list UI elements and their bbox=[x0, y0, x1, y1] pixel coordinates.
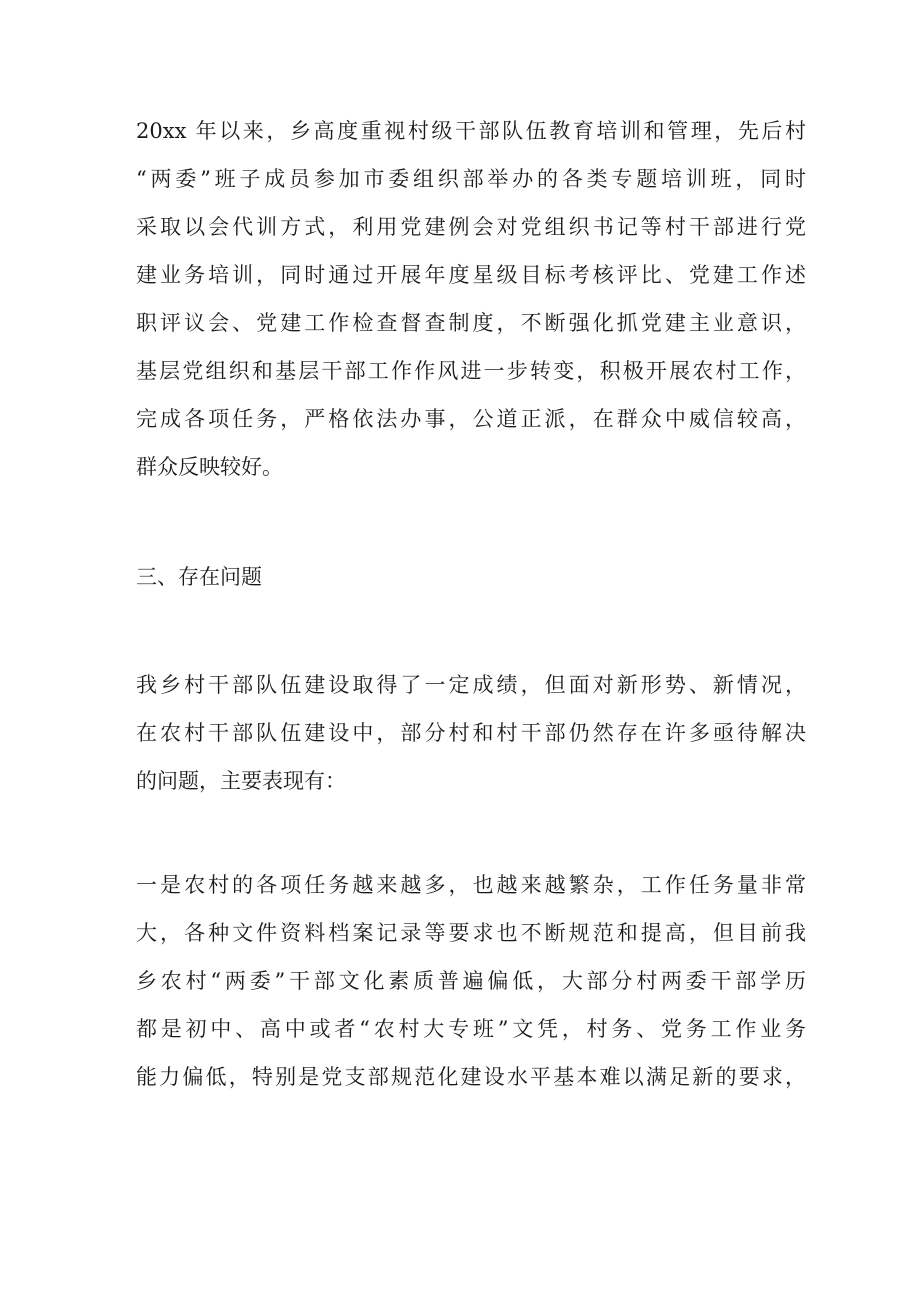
paragraph-line: 20xx 年以来，乡高度重视村级干部队伍教育培训和管理，先后村 bbox=[136, 119, 806, 143]
paragraph-line: 都是初中、高中或者“农村大专班”文凭，村务、党务工作业务 bbox=[136, 1017, 806, 1041]
paragraph-line: 乡农村“两委”干部文化素质普遍偏低，大部分村两委干部学历 bbox=[136, 969, 806, 993]
paragraph-line: 群众反映较好。 bbox=[136, 455, 283, 479]
paragraph-line: 的问题，主要表现有： bbox=[136, 769, 346, 793]
paragraph-line: 我乡村干部队伍建设取得了一定成绩，但面对新形势、新情况， bbox=[136, 673, 806, 697]
paragraph-line: 采取以会代训方式，利用党建例会对党组织书记等村干部进行党 bbox=[136, 215, 806, 239]
paragraph-line: 在农村干部队伍建设中，部分村和村干部仍然存在许多亟待解决 bbox=[136, 721, 806, 745]
paragraph-line: 大，各种文件资料档案记录等要求也不断规范和提高，但目前我 bbox=[136, 921, 806, 945]
paragraph-line: 建业务培训，同时通过开展年度星级目标考核评比、党建工作述 bbox=[136, 263, 806, 287]
paragraph-line: 职评议会、党建工作检查督查制度，不断强化抓党建主业意识， bbox=[136, 311, 806, 335]
paragraph-line: 一是农村的各项任务越来越多，也越来越繁杂，工作任务量非常 bbox=[136, 873, 806, 897]
paragraph-line: “两委”班子成员参加市委组织部举办的各类专题培训班，同时 bbox=[136, 167, 806, 191]
paragraph-line: 完成各项任务，严格依法办事，公道正派，在群众中威信较高， bbox=[136, 407, 806, 431]
paragraph-line: 基层党组织和基层干部工作作风进一步转变，积极开展农村工作， bbox=[136, 359, 806, 383]
section-heading: 三、存在问题 bbox=[136, 565, 262, 589]
paragraph-line: 能力偏低，特别是党支部规范化建设水平基本难以满足新的要求， bbox=[136, 1065, 806, 1089]
